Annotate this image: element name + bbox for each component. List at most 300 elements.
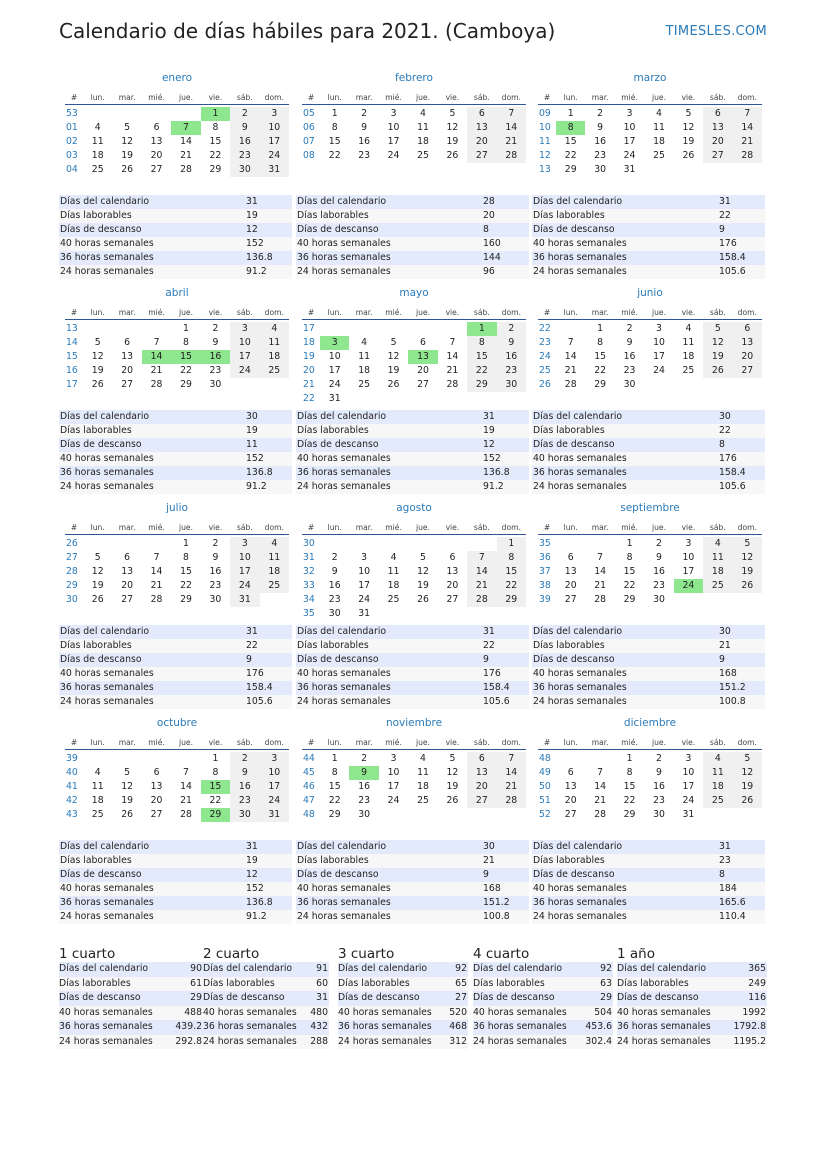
day-cell[interactable]: 11 <box>703 551 732 565</box>
day-cell[interactable]: 3 <box>361 552 368 563</box>
day-cell[interactable]: 20 <box>467 135 496 149</box>
day-cell[interactable]: 11 <box>260 551 289 565</box>
day-cell[interactable]: 16 <box>653 566 665 577</box>
day-cell[interactable]: 10 <box>230 551 259 565</box>
day-cell[interactable]: 7 <box>597 552 604 563</box>
day-cell[interactable]: 26 <box>733 579 762 593</box>
day-cell[interactable]: 19 <box>446 781 459 792</box>
day-cell[interactable]: 1 <box>497 537 526 551</box>
day-cell[interactable]: 11 <box>703 766 732 780</box>
day-cell[interactable]: 25 <box>417 150 429 161</box>
holiday-day-cell[interactable]: 1 <box>201 107 230 121</box>
day-cell[interactable]: 23 <box>209 365 222 376</box>
day-cell[interactable]: 5 <box>390 337 397 348</box>
day-cell[interactable]: 3 <box>230 322 259 336</box>
day-cell[interactable]: 19 <box>417 580 429 591</box>
day-cell[interactable]: 5 <box>449 753 456 764</box>
day-cell[interactable]: 17 <box>682 566 695 577</box>
day-cell[interactable]: 16 <box>328 580 341 591</box>
day-cell[interactable]: 21 <box>564 365 577 376</box>
day-cell[interactable]: 6 <box>733 322 762 336</box>
day-cell[interactable]: 16 <box>358 136 371 147</box>
day-cell[interactable]: 25 <box>91 164 104 175</box>
day-cell[interactable]: 15 <box>594 351 607 362</box>
day-cell[interactable]: 19 <box>121 150 134 161</box>
day-cell[interactable]: 15 <box>209 136 222 147</box>
day-cell[interactable]: 28 <box>594 594 607 605</box>
day-cell[interactable]: 20 <box>446 580 459 591</box>
day-cell[interactable]: 31 <box>260 808 289 822</box>
day-cell[interactable]: 23 <box>358 795 371 806</box>
day-cell[interactable]: 12 <box>446 767 459 778</box>
day-cell[interactable]: 8 <box>467 336 496 350</box>
day-cell[interactable]: 13 <box>467 766 496 780</box>
day-cell[interactable]: 25 <box>91 809 104 820</box>
day-cell[interactable]: 28 <box>733 149 762 163</box>
day-cell[interactable]: 10 <box>260 766 289 780</box>
day-cell[interactable]: 17 <box>653 351 665 362</box>
day-cell[interactable]: 17 <box>387 136 400 147</box>
day-cell[interactable]: 8 <box>626 552 633 563</box>
day-cell[interactable]: 7 <box>497 107 526 121</box>
day-cell[interactable]: 12 <box>446 122 459 133</box>
day-cell[interactable]: 9 <box>212 337 219 348</box>
day-cell[interactable]: 26 <box>121 164 134 175</box>
day-cell[interactable]: 2 <box>331 552 338 563</box>
day-cell[interactable]: 31 <box>328 393 341 404</box>
day-cell[interactable]: 29 <box>209 164 222 175</box>
day-cell[interactable]: 19 <box>733 780 762 794</box>
day-cell[interactable]: 7 <box>497 752 526 766</box>
day-cell[interactable]: 2 <box>597 108 604 119</box>
day-cell[interactable]: 10 <box>387 122 400 133</box>
day-cell[interactable]: 20 <box>467 780 496 794</box>
day-cell[interactable]: 31 <box>230 593 259 607</box>
day-cell[interactable]: 29 <box>594 379 607 390</box>
day-cell[interactable]: 1 <box>567 108 574 119</box>
day-cell[interactable]: 10 <box>623 122 636 133</box>
day-cell[interactable]: 19 <box>446 136 459 147</box>
day-cell[interactable]: 26 <box>733 794 762 808</box>
holiday-day-cell[interactable]: 1 <box>467 322 496 336</box>
day-cell[interactable]: 28 <box>594 809 607 820</box>
day-cell[interactable]: 14 <box>564 351 577 362</box>
day-cell[interactable]: 5 <box>685 108 692 119</box>
day-cell[interactable]: 18 <box>653 136 665 147</box>
day-cell[interactable]: 22 <box>328 795 341 806</box>
day-cell[interactable]: 15 <box>328 781 341 792</box>
day-cell[interactable]: 24 <box>653 365 665 376</box>
day-cell[interactable]: 30 <box>209 594 222 605</box>
day-cell[interactable]: 10 <box>328 351 341 362</box>
day-cell[interactable]: 1 <box>626 753 633 764</box>
day-cell[interactable]: 14 <box>594 566 607 577</box>
day-cell[interactable]: 4 <box>703 537 732 551</box>
day-cell[interactable]: 19 <box>121 795 134 806</box>
day-cell[interactable]: 26 <box>387 379 400 390</box>
day-cell[interactable]: 7 <box>597 767 604 778</box>
day-cell[interactable]: 20 <box>564 580 577 591</box>
day-cell[interactable]: 24 <box>387 150 400 161</box>
day-cell[interactable]: 24 <box>230 579 259 593</box>
day-cell[interactable]: 6 <box>153 122 160 133</box>
day-cell[interactable]: 12 <box>121 781 134 792</box>
day-cell[interactable]: 17 <box>623 136 636 147</box>
day-cell[interactable]: 29 <box>467 378 496 392</box>
holiday-day-cell[interactable]: 29 <box>201 808 230 822</box>
day-cell[interactable]: 15 <box>180 566 192 577</box>
day-cell[interactable]: 27 <box>467 149 496 163</box>
day-cell[interactable]: 13 <box>150 136 163 147</box>
day-cell[interactable]: 12 <box>682 122 695 133</box>
day-cell[interactable]: 9 <box>230 766 259 780</box>
day-cell[interactable]: 28 <box>497 794 526 808</box>
day-cell[interactable]: 9 <box>497 336 526 350</box>
day-cell[interactable]: 29 <box>497 593 526 607</box>
day-cell[interactable]: 18 <box>260 350 289 364</box>
day-cell[interactable]: 29 <box>623 809 636 820</box>
day-cell[interactable]: 10 <box>682 767 695 778</box>
day-cell[interactable]: 22 <box>209 795 222 806</box>
day-cell[interactable]: 21 <box>594 580 607 591</box>
day-cell[interactable]: 28 <box>150 594 163 605</box>
day-cell[interactable]: 4 <box>390 552 397 563</box>
day-cell[interactable]: 5 <box>449 108 456 119</box>
day-cell[interactable]: 9 <box>597 122 604 133</box>
day-cell[interactable]: 9 <box>656 767 662 778</box>
day-cell[interactable]: 14 <box>733 121 762 135</box>
day-cell[interactable]: 21 <box>150 365 163 376</box>
day-cell[interactable]: 19 <box>733 565 762 579</box>
day-cell[interactable]: 3 <box>390 108 397 119</box>
holiday-day-cell[interactable]: 15 <box>201 780 230 794</box>
day-cell[interactable]: 13 <box>446 566 459 577</box>
day-cell[interactable]: 2 <box>230 752 259 766</box>
day-cell[interactable]: 24 <box>358 594 371 605</box>
day-cell[interactable]: 16 <box>623 351 636 362</box>
day-cell[interactable]: 25 <box>260 364 289 378</box>
day-cell[interactable]: 6 <box>449 552 456 563</box>
day-cell[interactable]: 12 <box>733 766 762 780</box>
day-cell[interactable]: 23 <box>358 150 371 161</box>
day-cell[interactable]: 31 <box>260 163 289 177</box>
day-cell[interactable]: 27 <box>150 809 163 820</box>
day-cell[interactable]: 25 <box>682 365 695 376</box>
day-cell[interactable]: 17 <box>260 135 289 149</box>
day-cell[interactable]: 17 <box>358 580 371 591</box>
day-cell[interactable]: 2 <box>212 323 219 334</box>
day-cell[interactable]: 21 <box>150 580 163 591</box>
day-cell[interactable]: 10 <box>358 566 371 577</box>
day-cell[interactable]: 9 <box>331 566 338 577</box>
day-cell[interactable]: 7 <box>153 552 160 563</box>
day-cell[interactable]: 4 <box>420 753 426 764</box>
day-cell[interactable]: 11 <box>91 781 104 792</box>
day-cell[interactable]: 24 <box>623 150 636 161</box>
day-cell[interactable]: 2 <box>212 538 219 549</box>
day-cell[interactable]: 21 <box>446 365 459 376</box>
day-cell[interactable]: 16 <box>209 566 222 577</box>
day-cell[interactable]: 3 <box>685 753 692 764</box>
day-cell[interactable]: 13 <box>703 121 732 135</box>
day-cell[interactable]: 7 <box>733 107 762 121</box>
day-cell[interactable]: 11 <box>682 337 695 348</box>
day-cell[interactable]: 3 <box>390 753 397 764</box>
day-cell[interactable]: 23 <box>594 150 607 161</box>
day-cell[interactable]: 30 <box>358 809 371 820</box>
day-cell[interactable]: 14 <box>150 566 163 577</box>
day-cell[interactable]: 7 <box>183 767 189 778</box>
day-cell[interactable]: 16 <box>497 350 526 364</box>
day-cell[interactable]: 21 <box>180 795 192 806</box>
day-cell[interactable]: 30 <box>230 163 259 177</box>
day-cell[interactable]: 22 <box>497 579 526 593</box>
day-cell[interactable]: 4 <box>685 323 692 334</box>
day-cell[interactable]: 19 <box>703 350 732 364</box>
day-cell[interactable]: 3 <box>260 107 289 121</box>
day-cell[interactable]: 20 <box>564 795 577 806</box>
day-cell[interactable]: 3 <box>260 752 289 766</box>
day-cell[interactable]: 24 <box>260 794 289 808</box>
day-cell[interactable]: 26 <box>446 795 459 806</box>
day-cell[interactable]: 14 <box>180 136 192 147</box>
day-cell[interactable]: 16 <box>653 781 665 792</box>
day-cell[interactable]: 16 <box>230 780 259 794</box>
day-cell[interactable]: 3 <box>685 538 692 549</box>
day-cell[interactable]: 2 <box>656 538 662 549</box>
day-cell[interactable]: 6 <box>567 552 574 563</box>
day-cell[interactable]: 30 <box>623 379 636 390</box>
day-cell[interactable]: 14 <box>497 121 526 135</box>
day-cell[interactable]: 6 <box>420 337 426 348</box>
day-cell[interactable]: 9 <box>361 122 368 133</box>
day-cell[interactable]: 13 <box>121 351 134 362</box>
site-link[interactable]: TIMESLES.COM <box>665 24 767 39</box>
day-cell[interactable]: 23 <box>653 795 665 806</box>
day-cell[interactable]: 18 <box>358 365 371 376</box>
day-cell[interactable]: 19 <box>387 365 400 376</box>
day-cell[interactable]: 31 <box>623 164 636 175</box>
day-cell[interactable]: 11 <box>260 336 289 350</box>
day-cell[interactable]: 15 <box>623 566 636 577</box>
day-cell[interactable]: 30 <box>230 808 259 822</box>
holiday-day-cell[interactable]: 3 <box>320 336 349 350</box>
day-cell[interactable]: 1 <box>331 753 338 764</box>
day-cell[interactable]: 13 <box>150 781 163 792</box>
day-cell[interactable]: 8 <box>331 767 338 778</box>
day-cell[interactable]: 21 <box>180 150 192 161</box>
day-cell[interactable]: 17 <box>230 565 259 579</box>
day-cell[interactable]: 21 <box>497 135 526 149</box>
day-cell[interactable]: 17 <box>387 781 400 792</box>
day-cell[interactable]: 23 <box>497 364 526 378</box>
day-cell[interactable]: 4 <box>361 337 368 348</box>
holiday-day-cell[interactable]: 16 <box>201 350 230 364</box>
day-cell[interactable]: 4 <box>703 752 732 766</box>
day-cell[interactable]: 26 <box>446 150 459 161</box>
day-cell[interactable]: 2 <box>656 753 662 764</box>
day-cell[interactable]: 26 <box>417 594 429 605</box>
day-cell[interactable]: 9 <box>656 552 662 563</box>
day-cell[interactable]: 28 <box>467 593 496 607</box>
day-cell[interactable]: 2 <box>626 323 633 334</box>
day-cell[interactable]: 7 <box>567 337 574 348</box>
day-cell[interactable]: 15 <box>564 136 577 147</box>
day-cell[interactable]: 20 <box>121 365 134 376</box>
day-cell[interactable]: 9 <box>626 337 633 348</box>
day-cell[interactable]: 22 <box>209 150 222 161</box>
day-cell[interactable]: 12 <box>417 566 429 577</box>
day-cell[interactable]: 26 <box>703 364 732 378</box>
day-cell[interactable]: 25 <box>653 150 665 161</box>
day-cell[interactable]: 22 <box>564 150 577 161</box>
day-cell[interactable]: 22 <box>623 795 636 806</box>
day-cell[interactable]: 20 <box>417 365 429 376</box>
day-cell[interactable]: 27 <box>121 379 134 390</box>
day-cell[interactable]: 10 <box>387 767 400 778</box>
day-cell[interactable]: 4 <box>260 322 289 336</box>
day-cell[interactable]: 29 <box>180 379 192 390</box>
day-cell[interactable]: 25 <box>260 579 289 593</box>
day-cell[interactable]: 25 <box>703 579 732 593</box>
day-cell[interactable]: 23 <box>230 794 259 808</box>
day-cell[interactable]: 8 <box>497 551 526 565</box>
day-cell[interactable]: 5 <box>94 337 101 348</box>
day-cell[interactable]: 30 <box>328 608 341 619</box>
day-cell[interactable]: 8 <box>212 122 219 133</box>
day-cell[interactable]: 20 <box>733 350 762 364</box>
day-cell[interactable]: 22 <box>180 365 192 376</box>
day-cell[interactable]: 23 <box>653 580 665 591</box>
day-cell[interactable]: 18 <box>91 150 104 161</box>
day-cell[interactable]: 1 <box>597 323 604 334</box>
day-cell[interactable]: 5 <box>733 537 762 551</box>
day-cell[interactable]: 19 <box>91 365 104 376</box>
day-cell[interactable]: 22 <box>594 365 607 376</box>
day-cell[interactable]: 18 <box>682 351 695 362</box>
day-cell[interactable]: 8 <box>597 337 604 348</box>
day-cell[interactable]: 18 <box>703 565 732 579</box>
day-cell[interactable]: 28 <box>446 379 459 390</box>
day-cell[interactable]: 30 <box>497 378 526 392</box>
day-cell[interactable]: 11 <box>387 566 400 577</box>
day-cell[interactable]: 28 <box>564 379 577 390</box>
day-cell[interactable]: 2 <box>497 322 526 336</box>
day-cell[interactable]: 22 <box>467 364 496 378</box>
day-cell[interactable]: 20 <box>150 795 163 806</box>
day-cell[interactable]: 13 <box>733 336 762 350</box>
day-cell[interactable]: 10 <box>260 121 289 135</box>
day-cell[interactable]: 29 <box>328 809 341 820</box>
day-cell[interactable]: 6 <box>124 552 131 563</box>
day-cell[interactable]: 13 <box>564 781 577 792</box>
day-cell[interactable]: 2 <box>361 108 368 119</box>
day-cell[interactable]: 12 <box>703 336 732 350</box>
day-cell[interactable]: 25 <box>703 794 732 808</box>
holiday-day-cell[interactable]: 9 <box>349 766 378 780</box>
day-cell[interactable]: 26 <box>682 150 695 161</box>
day-cell[interactable]: 16 <box>594 136 607 147</box>
day-cell[interactable]: 24 <box>682 795 695 806</box>
day-cell[interactable]: 3 <box>626 108 633 119</box>
day-cell[interactable]: 8 <box>183 337 189 348</box>
day-cell[interactable]: 6 <box>567 767 574 778</box>
day-cell[interactable]: 17 <box>260 780 289 794</box>
day-cell[interactable]: 22 <box>623 580 636 591</box>
day-cell[interactable]: 7 <box>153 337 160 348</box>
day-cell[interactable]: 25 <box>417 795 429 806</box>
day-cell[interactable]: 2 <box>361 753 368 764</box>
day-cell[interactable]: 6 <box>467 752 496 766</box>
day-cell[interactable]: 26 <box>91 594 104 605</box>
day-cell[interactable]: 29 <box>564 164 577 175</box>
day-cell[interactable]: 27 <box>703 149 732 163</box>
day-cell[interactable]: 27 <box>467 794 496 808</box>
day-cell[interactable]: 28 <box>180 164 192 175</box>
day-cell[interactable]: 22 <box>180 580 192 591</box>
day-cell[interactable]: 14 <box>180 781 192 792</box>
day-cell[interactable]: 6 <box>124 337 131 348</box>
day-cell[interactable]: 20 <box>121 580 134 591</box>
day-cell[interactable]: 9 <box>230 121 259 135</box>
day-cell[interactable]: 14 <box>446 351 459 362</box>
day-cell[interactable]: 16 <box>358 781 371 792</box>
day-cell[interactable]: 9 <box>212 552 219 563</box>
day-cell[interactable]: 18 <box>417 136 429 147</box>
day-cell[interactable]: 24 <box>387 795 400 806</box>
day-cell[interactable]: 8 <box>183 552 189 563</box>
day-cell[interactable]: 27 <box>446 594 459 605</box>
day-cell[interactable]: 29 <box>180 594 192 605</box>
day-cell[interactable]: 21 <box>733 135 762 149</box>
holiday-day-cell[interactable]: 7 <box>171 121 200 135</box>
day-cell[interactable]: 23 <box>209 580 222 591</box>
day-cell[interactable]: 25 <box>387 594 400 605</box>
day-cell[interactable]: 21 <box>497 780 526 794</box>
day-cell[interactable]: 8 <box>626 767 633 778</box>
day-cell[interactable]: 18 <box>387 580 400 591</box>
day-cell[interactable]: 28 <box>180 809 192 820</box>
day-cell[interactable]: 8 <box>331 122 338 133</box>
day-cell[interactable]: 5 <box>94 552 101 563</box>
day-cell[interactable]: 6 <box>153 767 160 778</box>
day-cell[interactable]: 6 <box>703 107 732 121</box>
day-cell[interactable]: 4 <box>94 122 101 133</box>
day-cell[interactable]: 10 <box>653 337 665 348</box>
day-cell[interactable]: 15 <box>497 565 526 579</box>
day-cell[interactable]: 11 <box>417 122 429 133</box>
day-cell[interactable]: 15 <box>623 781 636 792</box>
day-cell[interactable]: 11 <box>653 122 665 133</box>
day-cell[interactable]: 18 <box>703 780 732 794</box>
day-cell[interactable]: 5 <box>124 122 131 133</box>
day-cell[interactable]: 12 <box>733 551 762 565</box>
holiday-day-cell[interactable]: 14 <box>142 350 171 364</box>
day-cell[interactable]: 10 <box>682 552 695 563</box>
day-cell[interactable]: 1 <box>183 538 189 549</box>
day-cell[interactable]: 17 <box>328 365 341 376</box>
day-cell[interactable]: 30 <box>209 379 222 390</box>
day-cell[interactable]: 14 <box>497 766 526 780</box>
day-cell[interactable]: 30 <box>594 164 607 175</box>
holiday-day-cell[interactable]: 24 <box>674 579 703 593</box>
day-cell[interactable]: 13 <box>564 566 577 577</box>
day-cell[interactable]: 27 <box>733 364 762 378</box>
day-cell[interactable]: 18 <box>91 795 104 806</box>
day-cell[interactable]: 14 <box>467 565 496 579</box>
day-cell[interactable]: 26 <box>91 379 104 390</box>
day-cell[interactable]: 20 <box>150 150 163 161</box>
